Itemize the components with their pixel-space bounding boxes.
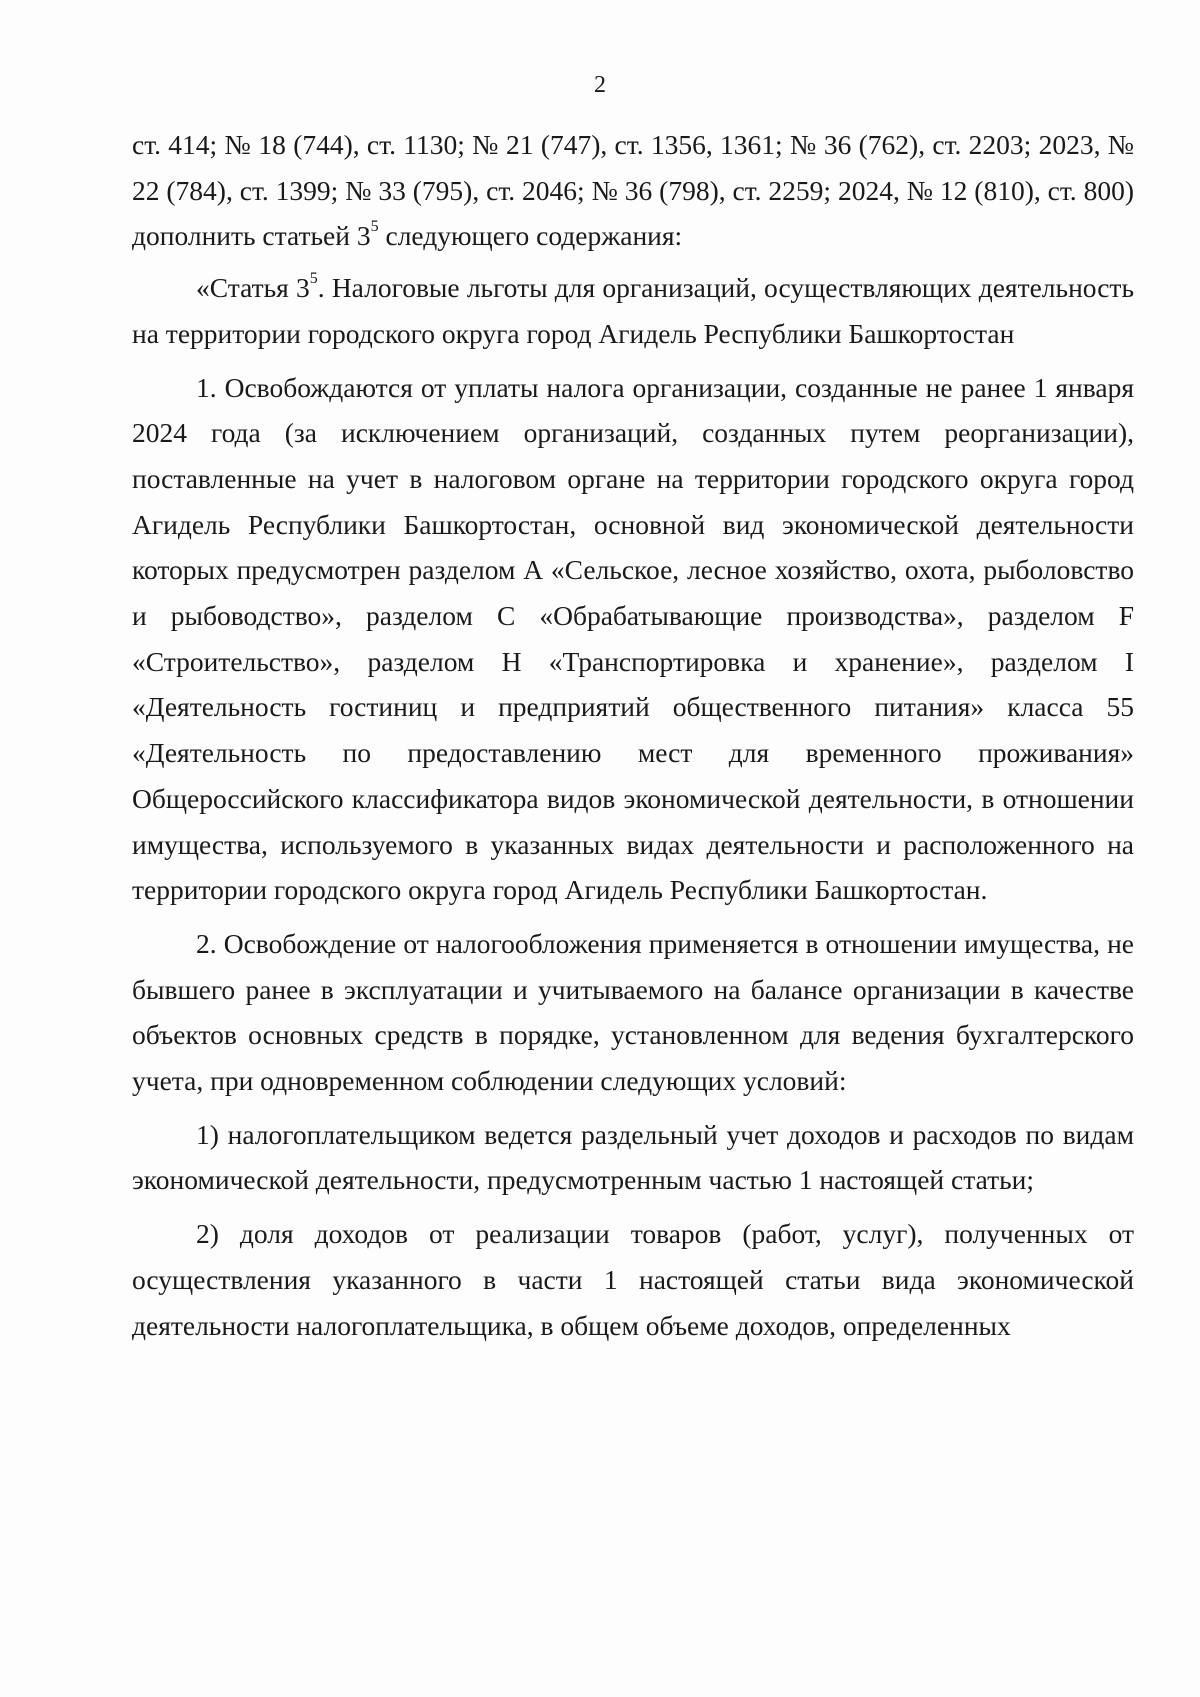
article-heading-prefix: «Статья 3 [196,272,310,304]
paragraph-condition-1: 1) налогоплательщиком ведется раздельный учет доходов и расходов по видам экономической деятельности, предусмотренным частью 1 настоящей статьи; [132,1118,1134,1196]
intro-text: ст. 414; № 18 (744), ст. 1130; № 21 (747), ст. 1356, 1361; № 36 (762), ст. 2203; 2023, № 22 (784), ст. 1399; № 33 (795), ст. 2046; № 36 (798), ст. 2259; 2024, № 12 (810), ст. 800) дополнить статьей 3 [132,129,1134,252]
article-heading-superscript: 5 [309,269,318,287]
paragraph-condition-2: 2) доля доходов от реализации товаров (работ, услуг), полученных от осуществления указанного в части 1 настоящей статьи вида экономической деятельности налогоплательщика, в общем объеме доходов, определенных [132,1218,1134,1341]
intro-superscript: 5 [370,218,379,236]
intro-paragraph [132,122,1134,259]
document-body [132,122,1134,1348]
paragraph-part-1: 1. Освобождаются от уплаты налога организации, созданные не ранее 1 января 2024 года (за исключением организаций, созданных путем реорганизации), поставленные на учет в налоговом органе на территории городского округа город Агидель Республики Башкортостан, основной вид экономической деятельности которых предусмотрен разделом А «Сельское, лесное хозяйство, охота, рыболовство и рыбоводство», разделом С «Обрабатывающие производства», разделом F «Строительство», разделом Н «Транспортировка и хранение», разделом I «Деятельность гостиниц и предприятий общественного питания» класса 55 «Деятельность по предоставлению мест для временного проживания» Общероссийского классификатора видов экономической деятельности, в отношении имущества, используемого в указанных видах деятельности и расположенного на территории городского округа город Агидель Республики Башкортостан. [132,371,1134,906]
intro-text-end: следующего содержания: [378,220,683,252]
paragraph-part-2: 2. Освобождение от налогообложения применяется в отношении имущества, не бывшего ранее в эксплуатации и учитываемого на балансе организации в качестве объектов основных средств в порядке, установленном для ведения бухгалтерского учета, при одновременном соблюдении следующих условий: [132,927,1134,1097]
article-heading [132,265,1134,356]
article-heading-text: . Налоговые льготы для организаций, осуществляющих деятельность на территории городского округа город Агидель Республики Башкортостан [132,272,1134,349]
page-number: 2 [594,72,606,98]
